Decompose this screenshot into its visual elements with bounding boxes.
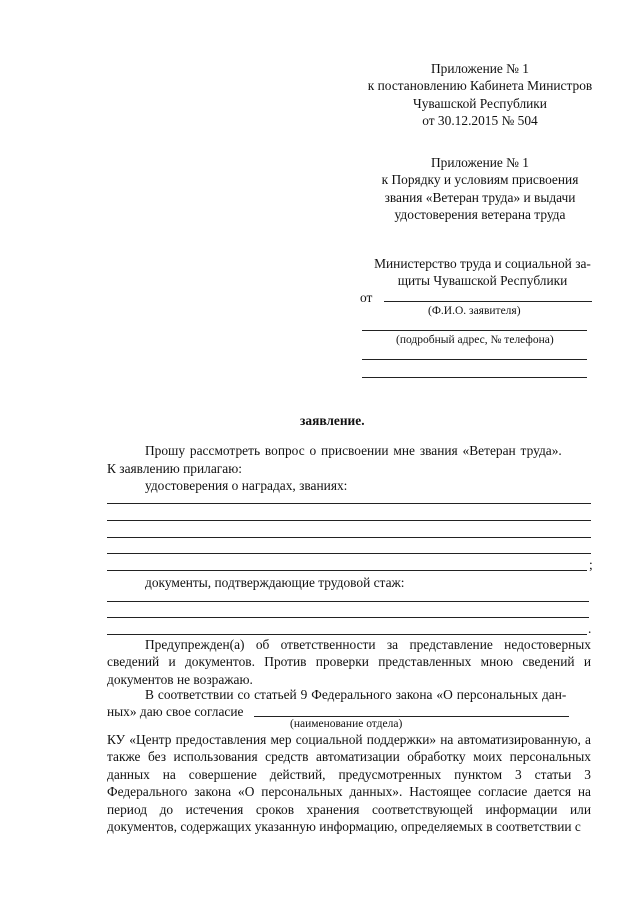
addressee-block [350, 255, 615, 290]
from-label: от [360, 290, 373, 305]
annex-certificate: удостоверения ветерана труда [394, 207, 566, 223]
address-field-line2[interactable] [362, 359, 587, 360]
annex-resolution-ref: к постановлению Кабинета Министров [367, 78, 593, 94]
consent-line1: В соответствии со статьей 9 Федерального закона «О персональных дан- [145, 687, 567, 702]
annex-resolution-header [340, 60, 620, 130]
annex-title: Приложение № 1 [430, 61, 530, 76]
awards-field-line4[interactable] [107, 553, 591, 554]
annex-veteran-title: звания «Ветеран труда» и выдачи [384, 189, 576, 205]
annex-procedure-ref: к Порядку и условиям присвоения [381, 172, 579, 188]
annex-procedure-header [350, 154, 610, 224]
applicant-name-field[interactable] [384, 301, 592, 302]
ministry-name-line1: Министерство труда и социальной за- [374, 256, 591, 271]
document-title: заявление. [300, 413, 365, 428]
awards-field-line2[interactable] [107, 520, 591, 521]
address-caption: (подробный адрес, № телефона) [396, 334, 554, 346]
consent-line2: ных» даю свое согласие [107, 704, 244, 719]
ministry-name-line2: щиты Чувашской Республики [397, 273, 568, 289]
request-line1: Прошу рассмотреть вопрос о присвоении мне звания «Ветеран труда». [145, 443, 562, 458]
warning-paragraph: Предупрежден(а) об ответственности за представление недостоверных сведений и документов. Против проверки представленных мною сведений и документов не возражаю. [107, 637, 591, 687]
work-docs-field-line3[interactable] [107, 634, 587, 635]
fio-caption: (Ф.И.О. заявителя) [428, 305, 521, 317]
department-caption: (наименование отдела) [290, 718, 403, 730]
work-docs-label: документы, подтверждающие трудовой стаж: [145, 575, 405, 590]
awards-field-line1[interactable] [107, 503, 591, 504]
address-field-line1[interactable] [362, 330, 587, 331]
awards-field-line5[interactable] [107, 570, 587, 571]
request-line2: К заявлению прилагаю: [107, 461, 242, 476]
address-field-line3[interactable] [362, 377, 587, 378]
awards-field-line3[interactable] [107, 537, 591, 538]
awards-label: удостоверения о наградах, званиях: [145, 478, 348, 493]
consent-rest: КУ «Центр предоставления мер социальной поддержки» на автоматизированную, а также без использования средств автоматизации обработку моих персональных данных на совершение действий, предусмотренных пунктом 3 статьи 3 Федерального закона «О персональных данных». Настоящее согласие дается на период до истечения сроков хранения соответствующей информации или документов, содержащих указанную информацию, определяемых в соответствии с [107, 732, 591, 835]
annex-date-number: от 30.12.2015 № 504 [422, 113, 538, 129]
annex-republic: Чувашской Республики [413, 95, 547, 111]
work-docs-field-line2[interactable] [107, 617, 589, 618]
work-docs-field-line1[interactable] [107, 601, 589, 602]
work-docs-period: . [588, 621, 592, 636]
annex-title: Приложение № 1 [430, 155, 530, 170]
awards-semicolon: ; [589, 557, 593, 572]
